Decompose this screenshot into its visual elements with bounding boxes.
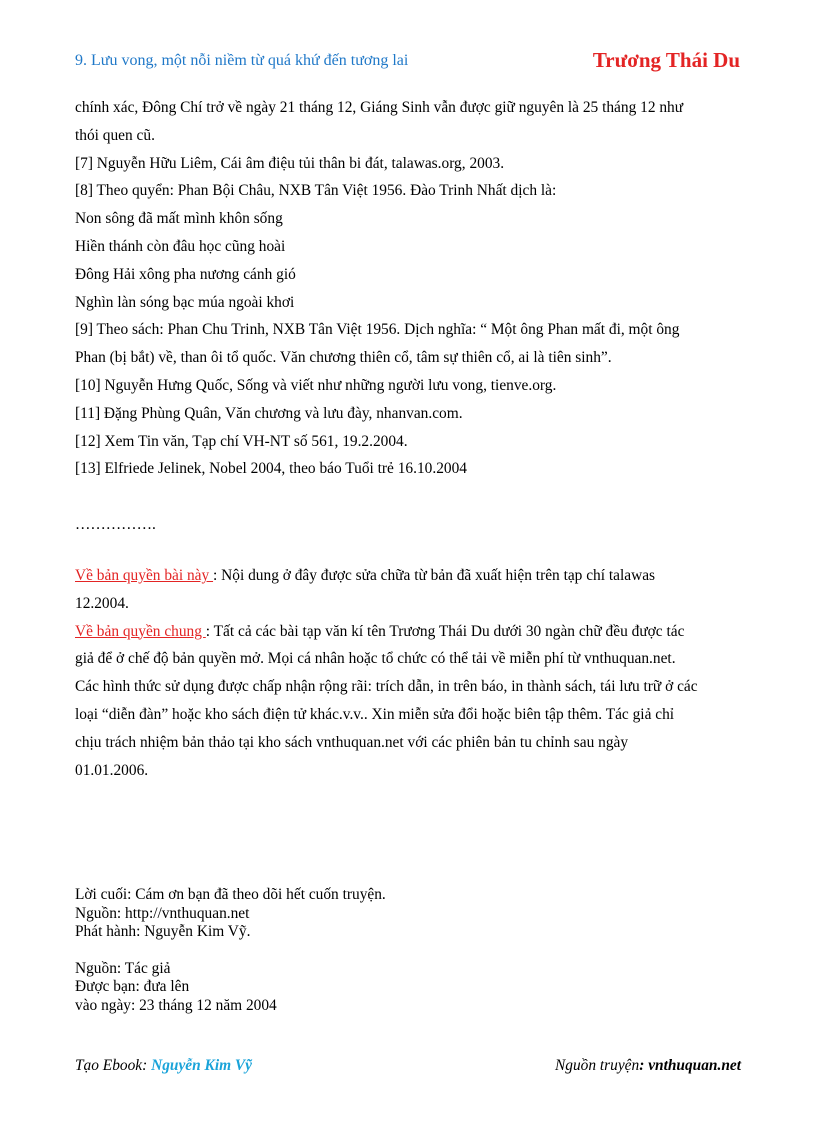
ebook-credit-label: Tạo Ebook — [75, 1057, 143, 1074]
spacer — [75, 483, 745, 511]
story-source — [555, 1057, 741, 1075]
general-copyright-link[interactable]: Về bản quyền chung — [75, 622, 206, 640]
publisher-line: Phát hành: Nguyễn Kim Vỹ. — [75, 923, 251, 940]
text-line: chính xác, Đông Chí trở về ngày 21 tháng 12, Giáng Sinh vẫn được giữ nguyên là 25 tháng 12 như — [75, 99, 684, 116]
story-source-site: vnthuquan.net — [648, 1057, 741, 1074]
text-line: 01.01.2006. — [75, 761, 149, 779]
spacer — [75, 942, 386, 960]
ebook-credit — [75, 1057, 252, 1075]
general-copyright-line — [75, 618, 745, 646]
author-name: Trương Thái Du — [592, 48, 740, 72]
article-copyright-line — [75, 562, 745, 590]
poem-line: Hiền thánh còn đâu học cũng hoài — [75, 237, 286, 255]
text-line: 12.2004. — [75, 594, 129, 612]
general-copyright-text: : Tất cả các bài tạp văn kí tên Trương Thái Du dưới 30 ngàn chữ đều được tác — [205, 622, 685, 640]
footnote-7: [7] Nguyễn Hữu Liêm, Cái âm điệu tủi thân bi đát, talawas.org, 2003. — [75, 154, 505, 172]
text-line: Phan (bị bắt) về, than ôi tổ quốc. Văn chương thiên cổ, tâm sự thiên cổ, ai là tiên sinh”. — [75, 349, 612, 367]
text-line: Các hình thức sử dụng được chấp nhận rộng rãi: trích dẫn, in trên báo, in thành sách, tái lưu trữ ở các — [75, 678, 698, 696]
text-line: thói quen cũ. — [75, 126, 155, 144]
separator: : — [142, 1057, 152, 1074]
uploader-line: Được bạn: đưa lên — [75, 978, 190, 995]
footnote-9: [9] Theo sách: Phan Chu Trinh, NXB Tân Việt 1956. Dịch nghĩa: “ Một ông Phan mất đi, một ông — [75, 321, 680, 339]
closing-notes — [75, 886, 386, 1015]
article-copyright-text: : Nội dung ở đây được sửa chữa từ bản đã xuất hiện trên tạp chí talawas — [213, 567, 656, 584]
story-source-label: Nguồn truyện — [554, 1057, 640, 1074]
footnote-12: [12] Xem Tin văn, Tạp chí VH-NT số 561, 19.2.2004. — [75, 432, 408, 450]
footnote-13: [13] Elfriede Jelinek, Nobel 2004, theo báo Tuổi trẻ 16.10.2004 — [75, 460, 467, 478]
text-line: giả để ở chế độ bản quyền mở. Mọi cá nhân hoặc tổ chức có thể tải về miễn phí từ vnthuquan.net. — [75, 650, 676, 668]
separator: : — [639, 1057, 649, 1074]
poem-line: Non sông đã mất mình khôn sống — [75, 210, 283, 228]
footnote-11: [11] Đặng Phùng Quân, Văn chương và lưu đày, nhanvan.com. — [75, 404, 463, 422]
text-line: chịu trách nhiệm bản thảo tại kho sách vnthuquan.net với các phiên bản tu chỉnh sau ngày — [75, 733, 629, 751]
article-copyright-link[interactable]: Về bản quyền bài này — [75, 567, 214, 584]
footnote-8: [8] Theo quyển: Phan Bội Châu, NXB Tân Việt 1956. Đào Trinh Nhất dịch là: — [75, 182, 557, 200]
source-author-line: Nguồn: Tác giả — [75, 959, 171, 977]
footnotes-section — [75, 94, 745, 539]
poem-line: Nghìn làn sóng bạc múa ngoài khơi — [75, 293, 295, 311]
poem-line: Đông Hải xông pha nương cánh gió — [75, 265, 296, 283]
ebook-creator-name: Nguyễn Kim Vỹ — [151, 1057, 253, 1074]
copyright-section — [75, 562, 745, 784]
text-line: loại “diễn đàn” hoặc kho sách điện tử khác.v.v.. Xin miễn sửa đổi hoặc biên tập thêm. Tác giả chỉ — [75, 705, 675, 723]
footnote-10: [10] Nguyễn Hưng Quốc, Sống và viết như những người lưu vong, tienve.org. — [75, 376, 557, 394]
chapter-title: 9. Lưu vong, một nỗi niềm từ quá khứ đến tương lai — [75, 52, 409, 69]
source-line: Nguồn: http://vnthuquan.net — [75, 904, 250, 922]
ellipsis-separator: ……………. — [75, 515, 156, 533]
closing-line: Lời cuối: Cám ơn bạn đã theo dõi hết cuốn truyện. — [75, 886, 386, 903]
date-line: vào ngày: 23 tháng 12 năm 2004 — [75, 996, 277, 1014]
